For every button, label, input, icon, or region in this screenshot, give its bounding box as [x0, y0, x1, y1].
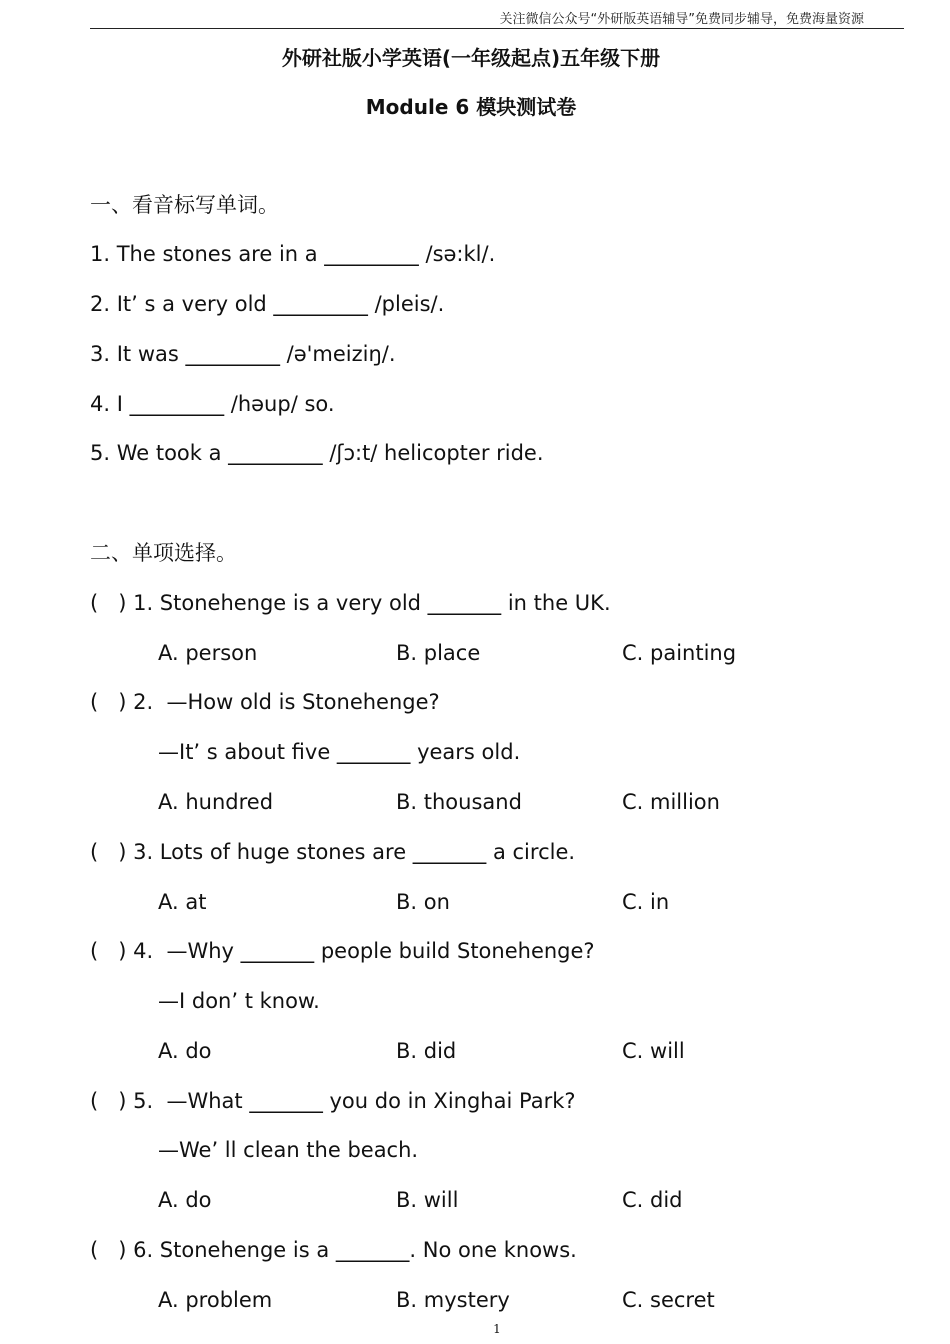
q6-option-c: C. secret [622, 1288, 715, 1312]
document-subtitle: Module 6 模块测试卷 [365, 95, 577, 119]
q5-option-a: A. do [158, 1188, 212, 1212]
q3-option-c: C. in [622, 890, 670, 914]
page-number: 1 [493, 1322, 501, 1336]
s1-item-1: 1. The stones are in a _________ /sə:kl/. [90, 242, 496, 266]
q4-stem: ( ) 4. —Why _______ people build Stonehenge? [90, 939, 595, 963]
q5-option-c: C. did [622, 1188, 683, 1212]
q1-stem: ( ) 1. Stonehenge is a very old _______ in the UK. [90, 591, 611, 615]
section-2-heading: 二、单项选择。 [90, 541, 237, 565]
s1-item-4: 4. I _________ /həup/ so. [90, 392, 335, 416]
q3-option-b: B. on [396, 890, 450, 914]
q6-option-b: B. mystery [396, 1288, 510, 1312]
q6-option-a: A. problem [158, 1288, 273, 1312]
q4-option-b: B. did [396, 1039, 457, 1063]
q2-option-b: B. thousand [396, 790, 522, 814]
q3-stem: ( ) 3. Lots of huge stones are _______ a circle. [90, 840, 576, 864]
header-note: 关注微信公众号“外研版英语辅导”免费同步辅导，免费海量资源 [499, 12, 864, 27]
q1-option-b: B. place [396, 641, 481, 665]
q1-option-a: A. person [158, 641, 258, 665]
q4-reply: —I don’ t know. [158, 989, 320, 1013]
section-1-heading: 一、看音标写单词。 [90, 193, 279, 217]
q2-reply: —It’ s about five _______ years old. [158, 740, 521, 764]
q6-stem: ( ) 6. Stonehenge is a _______. No one knows. [90, 1238, 577, 1262]
q2-option-a: A. hundred [158, 790, 274, 814]
q5-reply: —We’ ll clean the beach. [158, 1138, 419, 1162]
q5-stem: ( ) 5. —What _______ you do in Xinghai Park? [90, 1089, 576, 1113]
s1-item-3: 3. It was _________ /ə'meiziŋ/. [90, 342, 396, 366]
s1-item-2: 2. It’ s a very old _________ /pleis/. [90, 292, 445, 316]
q3-option-a: A. at [158, 890, 207, 914]
q1-option-c: C. painting [622, 641, 737, 665]
q2-stem: ( ) 2. —How old is Stonehenge? [90, 690, 440, 714]
q4-option-a: A. do [158, 1039, 212, 1063]
q2-option-c: C. million [622, 790, 720, 814]
header-divider [90, 28, 904, 29]
q4-option-c: C. will [622, 1039, 685, 1063]
s1-item-5: 5. We took a _________ /ʃɔ:t/ helicopter ride. [90, 441, 544, 465]
q5-option-b: B. will [396, 1188, 459, 1212]
document-title: 外研社版小学英语(一年级起点)五年级下册 [281, 46, 661, 70]
